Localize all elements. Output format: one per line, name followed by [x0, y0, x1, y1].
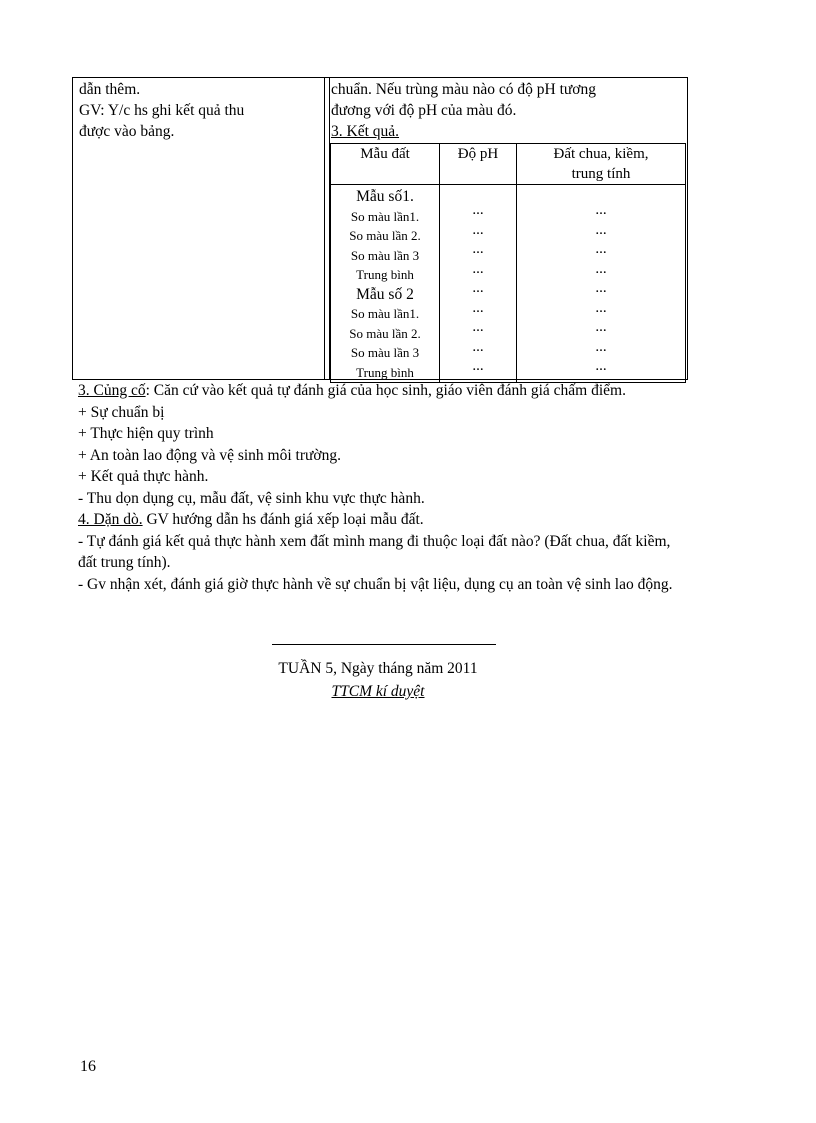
- results-heading: 3. Kết quả.: [331, 123, 400, 140]
- ph-values-cell: [440, 185, 517, 383]
- soil-type-value: ...: [595, 241, 607, 257]
- right-line: đương với độ pH của màu đó.: [331, 102, 517, 119]
- week-line: TUẦN 5, Ngày tháng năm 2011: [278, 660, 478, 677]
- consolidation-item: - Thu dọn dụng cụ, mẫu đất, vệ sinh khu vực thực hành.: [78, 489, 425, 507]
- ph-value: ...: [472, 280, 484, 296]
- soil-type-value: ...: [595, 280, 607, 296]
- ph-value: ...: [472, 299, 484, 316]
- soil-type-value: ...: [595, 260, 607, 277]
- left-line: được vào bảng.: [79, 123, 175, 140]
- sample-title: Mẫu số 2: [356, 285, 414, 303]
- instructions-label: 4. Dặn dò.: [78, 511, 143, 528]
- consolidation-item: + Thực hiện quy trình: [78, 425, 214, 442]
- consolidation-paragraph: [78, 380, 678, 402]
- ph-value: ...: [472, 260, 484, 277]
- soil-type-value: ...: [595, 358, 607, 374]
- header-ph: Độ pH: [440, 144, 517, 185]
- sample-row-label: So màu lần 2.: [349, 228, 421, 243]
- separator-line: [272, 644, 496, 645]
- sample-row-label: Trung bình: [356, 364, 414, 380]
- left-line: GV: Y/c hs ghi kết quả thu: [79, 102, 245, 119]
- instructions-item: - Tự đánh giá kết quả thực hành xem đất mình mang đi thuộc loại đất nào? (Đất chua, đất kiềm, đất trung tính).: [78, 532, 671, 571]
- ph-value: ...: [472, 202, 484, 218]
- soil-type-value: ...: [595, 221, 607, 238]
- sample-row-label: So màu lần1.: [350, 306, 420, 321]
- column-divider: [324, 78, 325, 379]
- right-line: chuẩn. Nếu trùng màu nào có độ pH tương: [331, 81, 596, 98]
- sample-row-label: So màu lần1.: [350, 208, 420, 224]
- instructions-item: - Gv nhận xét, đánh giá giờ thực hành về sự chuẩn bị vật liệu, dụng cụ an toàn vệ sinh lao động.: [78, 575, 673, 593]
- results-header-row: [331, 144, 686, 185]
- sample-row-label: So màu lần 3: [350, 345, 420, 360]
- ph-value: ...: [472, 338, 484, 355]
- results-body-row: [331, 185, 686, 383]
- lesson-body: [78, 380, 678, 595]
- approval-line: TTCM kí duyệt: [331, 683, 425, 700]
- ph-value: ...: [472, 221, 484, 238]
- soil-type-cell: [517, 185, 686, 383]
- sample-names-cell: [331, 185, 440, 383]
- left-line: dẫn thêm.: [79, 81, 141, 98]
- header-soil-type: [517, 144, 686, 185]
- sample-row-label: So màu lần 3: [350, 247, 420, 263]
- soil-type-value: ...: [595, 202, 607, 218]
- content-column: [331, 79, 683, 142]
- header-sample: Mẫu đất: [331, 144, 440, 185]
- instructions-paragraph: [78, 509, 678, 531]
- sample-row-label: So màu lần 2.: [349, 325, 421, 341]
- ph-value: ...: [472, 319, 484, 335]
- page-number: 16: [80, 1058, 96, 1075]
- soil-type-value: ...: [595, 299, 607, 316]
- consolidation-text: : Căn cứ vào kết quả tự đánh giá của học sinh, giáo viên đánh giá chấm điểm.: [145, 382, 626, 399]
- sample-row-label: Trung bình: [356, 267, 414, 282]
- consolidation-item: + Kết quả thực hành.: [78, 468, 209, 485]
- ph-value: ...: [472, 241, 484, 257]
- lesson-table: [72, 77, 688, 380]
- soil-type-value: ...: [595, 319, 607, 335]
- teacher-activity-column: [79, 79, 319, 142]
- consolidation-item: + An toàn lao động và vệ sinh môi trường.: [78, 446, 341, 464]
- soil-type-value: ...: [595, 338, 607, 355]
- ph-value: ...: [472, 358, 484, 374]
- consolidation-label: 3. Củng cố: [78, 382, 146, 399]
- consolidation-item: + Sự chuẩn bị: [78, 403, 165, 421]
- sample-title: Mẫu số1.: [356, 188, 414, 205]
- header-soil-type-text: Đất chua, kiềm, trung tính: [553, 146, 649, 182]
- instructions-text: GV hướng dẫn hs đánh giá xếp loại mẫu đất.: [142, 511, 424, 528]
- results-table: [330, 143, 686, 383]
